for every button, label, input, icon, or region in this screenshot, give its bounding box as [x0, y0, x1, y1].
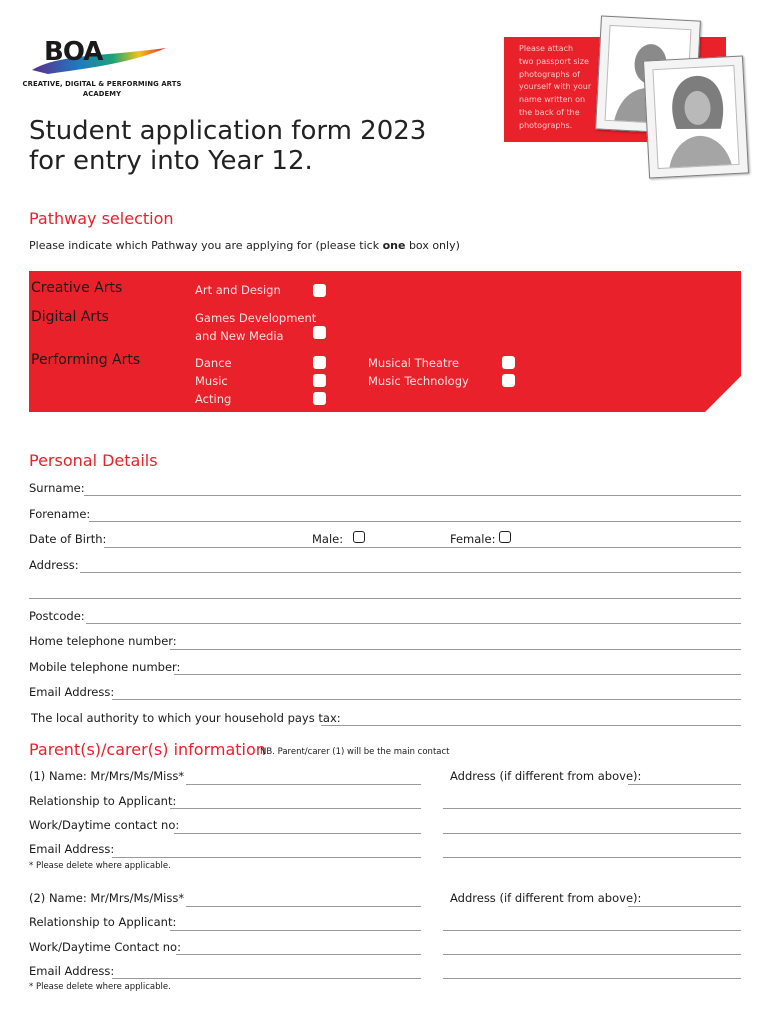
female-checkbox[interactable]	[499, 531, 511, 543]
parents-heading: Parent(s)/carer(s) information	[29, 740, 266, 759]
parent1-address-label: Address (if different from above):	[450, 769, 642, 783]
games-development-label: Games Development and New Media	[195, 311, 317, 343]
parent2-work-label: Work/Daytime Contact no:	[29, 940, 181, 954]
parent2-address-field-4[interactable]	[443, 978, 741, 979]
music-checkbox[interactable]	[313, 374, 326, 387]
forename-field[interactable]	[89, 521, 741, 522]
dance-checkbox[interactable]	[313, 356, 326, 369]
musical-theatre-label: Musical Theatre	[368, 356, 460, 370]
parent1-name-label: (1) Name: Mr/Mrs/Ms/Miss*	[29, 769, 185, 783]
parent1-address-field-3[interactable]	[443, 833, 741, 834]
parent2-address-field-3[interactable]	[443, 954, 741, 955]
pathway-panel	[29, 271, 741, 412]
parent1-address-field-1[interactable]	[628, 784, 741, 785]
email-label: Email Address:	[29, 685, 115, 699]
page-title: Student application form 2023 for entry into Year 12.	[29, 116, 427, 176]
address-label: Address:	[29, 558, 79, 572]
parent1-footnote: * Please delete where applicable.	[29, 861, 171, 871]
parent2-name-label: (2) Name: Mr/Mrs/Ms/Miss*	[29, 891, 185, 905]
musical-theatre-checkbox[interactable]	[502, 356, 515, 369]
local-authority-label: The local authority to which your household pays tax:	[31, 711, 341, 725]
postcode-label: Postcode:	[29, 609, 85, 623]
parent2-email-field[interactable]	[112, 978, 421, 979]
acting-checkbox[interactable]	[313, 392, 326, 405]
art-design-checkbox[interactable]	[313, 284, 326, 297]
games-development-checkbox[interactable]	[313, 326, 326, 339]
female-silhouette-icon	[653, 66, 739, 169]
music-technology-checkbox[interactable]	[502, 374, 515, 387]
email-field[interactable]	[112, 699, 741, 700]
parent2-address-field-1[interactable]	[628, 906, 741, 907]
performing-arts-label: Performing Arts	[31, 352, 141, 368]
parents-note: NB. Parent/carer (1) will be the main contact	[260, 747, 450, 757]
surname-field[interactable]	[84, 495, 741, 496]
music-label: Music	[195, 374, 228, 388]
dob-label: Date of Birth:	[29, 532, 107, 546]
home-phone-label: Home telephone number:	[29, 634, 177, 648]
photo-instruction-text: Please attach two passport size photographs of yourself with your name written on the back of the photographs.	[519, 44, 592, 130]
parent2-relationship-label: Relationship to Applicant:	[29, 915, 177, 929]
parent1-email-field[interactable]	[112, 857, 421, 858]
parent2-footnote: * Please delete where applicable.	[29, 982, 171, 992]
music-technology-label: Music Technology	[368, 374, 469, 388]
logo-subtitle: CREATIVE, DIGITAL & PERFORMING ARTS ACADEMY	[22, 80, 182, 98]
pathway-instructions: Please indicate which Pathway you are applying for (please tick one box only)	[29, 239, 460, 252]
mobile-phone-field[interactable]	[174, 674, 741, 675]
parent1-email-label: Email Address:	[29, 842, 115, 856]
parent2-work-field[interactable]	[176, 954, 421, 955]
parent1-address-field-2[interactable]	[443, 808, 741, 809]
parent2-address-label: Address (if different from above):	[450, 891, 642, 905]
parent2-relationship-field[interactable]	[170, 930, 421, 931]
mobile-phone-label: Mobile telephone number:	[29, 660, 181, 674]
parent1-work-label: Work/Daytime contact no:	[29, 818, 180, 832]
parent1-address-field-4[interactable]	[443, 857, 741, 858]
personal-details-heading: Personal Details	[29, 451, 158, 470]
art-design-label: Art and Design	[195, 283, 281, 297]
forename-label: Forename:	[29, 507, 91, 521]
digital-arts-label: Digital Arts	[31, 309, 109, 325]
home-phone-field[interactable]	[170, 649, 741, 650]
parent2-address-field-2[interactable]	[443, 930, 741, 931]
male-checkbox[interactable]	[353, 531, 365, 543]
parent2-email-label: Email Address:	[29, 964, 115, 978]
surname-label: Surname:	[29, 481, 85, 495]
local-authority-field[interactable]	[321, 725, 741, 726]
creative-arts-label: Creative Arts	[31, 280, 123, 296]
logo-text: BOA	[44, 37, 103, 67]
address-field-line2[interactable]	[29, 598, 741, 599]
address-field-line1[interactable]	[80, 572, 741, 573]
panel-corner-cut	[705, 376, 741, 412]
female-label: Female:	[450, 532, 496, 546]
male-label: Male:	[312, 532, 344, 546]
parent2-name-field[interactable]	[186, 906, 421, 907]
postcode-field[interactable]	[86, 623, 741, 624]
dance-label: Dance	[195, 356, 232, 370]
passport-photo-female	[643, 55, 749, 178]
parent1-relationship-field[interactable]	[170, 808, 421, 809]
pathway-heading: Pathway selection	[29, 209, 174, 228]
acting-label: Acting	[195, 392, 232, 406]
parent1-relationship-label: Relationship to Applicant:	[29, 794, 177, 808]
parent1-work-field[interactable]	[174, 833, 421, 834]
dob-field[interactable]	[104, 547, 741, 548]
parent1-name-field[interactable]	[186, 784, 421, 785]
